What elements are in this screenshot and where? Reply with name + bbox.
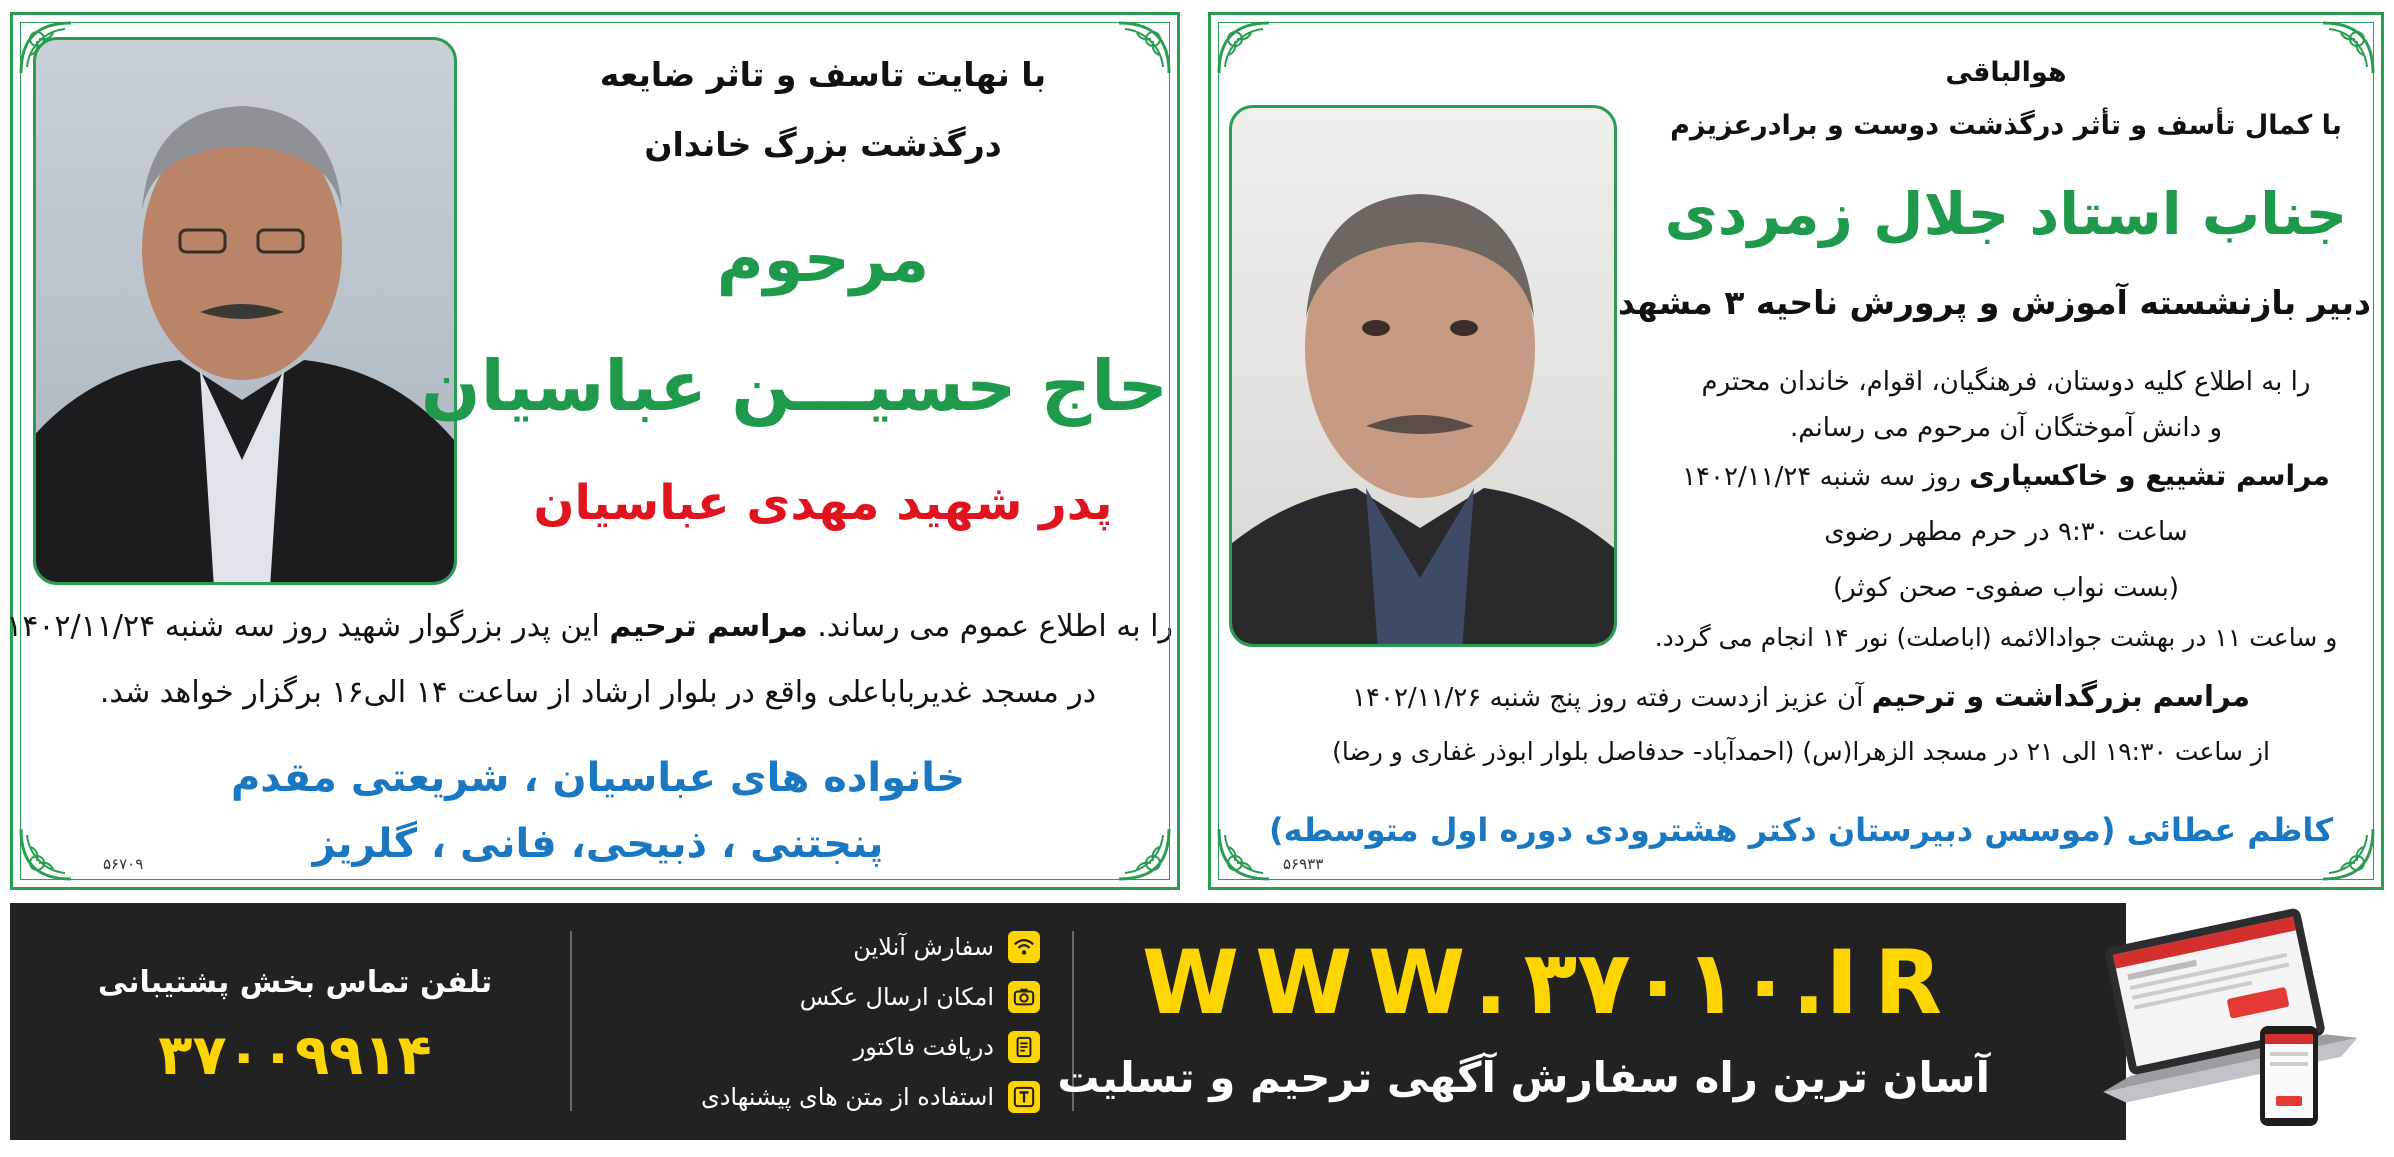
advertising-banner: [10, 903, 2126, 1140]
memorial-line: [1231, 679, 2371, 713]
body-text: این پدر بزرگوار شهید روز سه شنبه ۱۴۰۲/۱۱/۲۴: [6, 609, 600, 644]
feature-item: [853, 927, 1040, 967]
funeral-line: [1641, 459, 2371, 492]
body-text-line: [6, 609, 1173, 644]
families-line: خانواده های عباسیان ، شریعتی مقدم: [230, 755, 966, 801]
banner-divider: [570, 931, 572, 1111]
slogan: آسان ترین راه سفارش آگهی ترحیم و تسلیت: [1057, 1053, 1990, 1102]
body-text-line: را به اطلاع کلیه دوستان، فرهنگیان، اقوام، خاندان محترم: [1701, 367, 2311, 397]
intro-line: با نهایت تاسف و تاثر ضایعه: [599, 55, 1047, 94]
feature-item: [854, 1027, 1040, 1067]
feature-item: [701, 1077, 1040, 1117]
body-text-line: از ساعت ۱۹:۳۰ الی ۲۱ در مسجد الزهرا(س) (احمدآباد- حدفاصل بلوار ابوذر غفاری و رضا): [1332, 737, 2270, 766]
ad-code: ۵۶۷۰۹: [103, 855, 144, 873]
feature-label: امکان ارسال عکس: [799, 983, 994, 1011]
subtitle: دبیر بازنشسته آموزش و پرورش ناحیه ۳ مشهد: [1617, 283, 2371, 322]
ad-code: ۵۶۹۳۳: [1283, 855, 1324, 873]
feature-label: سفارش آنلاین: [853, 933, 994, 961]
signature: کاظم عطائی (موسس دبیرستان دکتر هشترودی دوره اول متوسطه): [1268, 811, 2334, 849]
support-phone[interactable]: ۳۷۰۰۹۹۱۴: [158, 1023, 432, 1088]
website-link[interactable]: WWW.۳۷۰۱۰.IR: [1142, 931, 1958, 1034]
support-label: تلفن تماس بخش پشتیبانی: [97, 965, 493, 1000]
feature-label: استفاده از متن های پیشنهادی: [700, 1083, 994, 1111]
intro-line: با کمال تأسف و تأثر درگذشت دوست و برادرعزیزم: [1670, 110, 2342, 141]
feature-item: [800, 977, 1040, 1017]
laptop-illustration: [2080, 906, 2360, 1136]
body-text-line: در مسجد غدیرباباعلی واقع در بلوار ارشاد از ساعت ۱۴ الی۱۶ برگزار خواهد شد.: [99, 675, 1097, 710]
ceremony-label: مراسم ترحیم: [609, 609, 808, 644]
subtitle: پدر شهید مهدی عباسیان: [533, 475, 1113, 531]
body-text: روز سه شنبه ۱۴۰۲/۱۱/۲۴: [1682, 462, 1961, 492]
deceased-portrait-photo: [33, 37, 457, 585]
body-text: آن عزیز ازدست رفته روز پنج شنبه ۱۴۰۲/۱۱/۲۶: [1352, 683, 1864, 713]
body-text: را به اطلاع عموم می رساند.: [817, 609, 1173, 644]
feature-label: دریافت فاکتور: [853, 1033, 994, 1061]
header-text: هوالباقی: [1945, 57, 2067, 88]
memorial-label: مراسم بزرگداشت و ترحیم: [1871, 679, 2250, 713]
right-obituary-notice: [1208, 12, 2384, 890]
camera-icon: [1008, 981, 1040, 1013]
deceased-name: حاج حسیـــن عباسیان: [420, 345, 1168, 427]
body-text-line: و دانش آموختگان آن مرحوم می رسانم.: [1789, 413, 2223, 443]
text-icon: [1008, 1081, 1040, 1113]
deceased-portrait-photo: [1229, 105, 1617, 647]
funeral-label: مراسم تشییع و خاکسپاری: [1969, 459, 2330, 492]
body-text-line: و ساعت ۱۱ در بهشت جوادالائمه (اباصلت) نور ۱۴ انجام می گردد.: [1654, 623, 2338, 652]
body-text-line: ساعت ۹:۳۰ در حرم مطهر رضوی: [1824, 517, 2188, 547]
body-text-line: (بست نواب صفوی- صحن کوثر): [1832, 573, 2180, 603]
intro-line: درگذشت بزرگ خاندان: [644, 125, 1002, 164]
feature-list: [590, 923, 1040, 1123]
title-prefix: مرحوم: [716, 223, 930, 297]
left-obituary-notice: [6, 12, 1180, 890]
floral-corner-icon: [1215, 19, 1273, 77]
invoice-icon: [1008, 1031, 1040, 1063]
deceased-name: جناب استاد جلال زمردی: [1664, 180, 2348, 248]
families-line: پنجتنی ، ذبیحی، فانی ، گلریز: [312, 821, 884, 867]
wifi-icon: [1008, 931, 1040, 963]
